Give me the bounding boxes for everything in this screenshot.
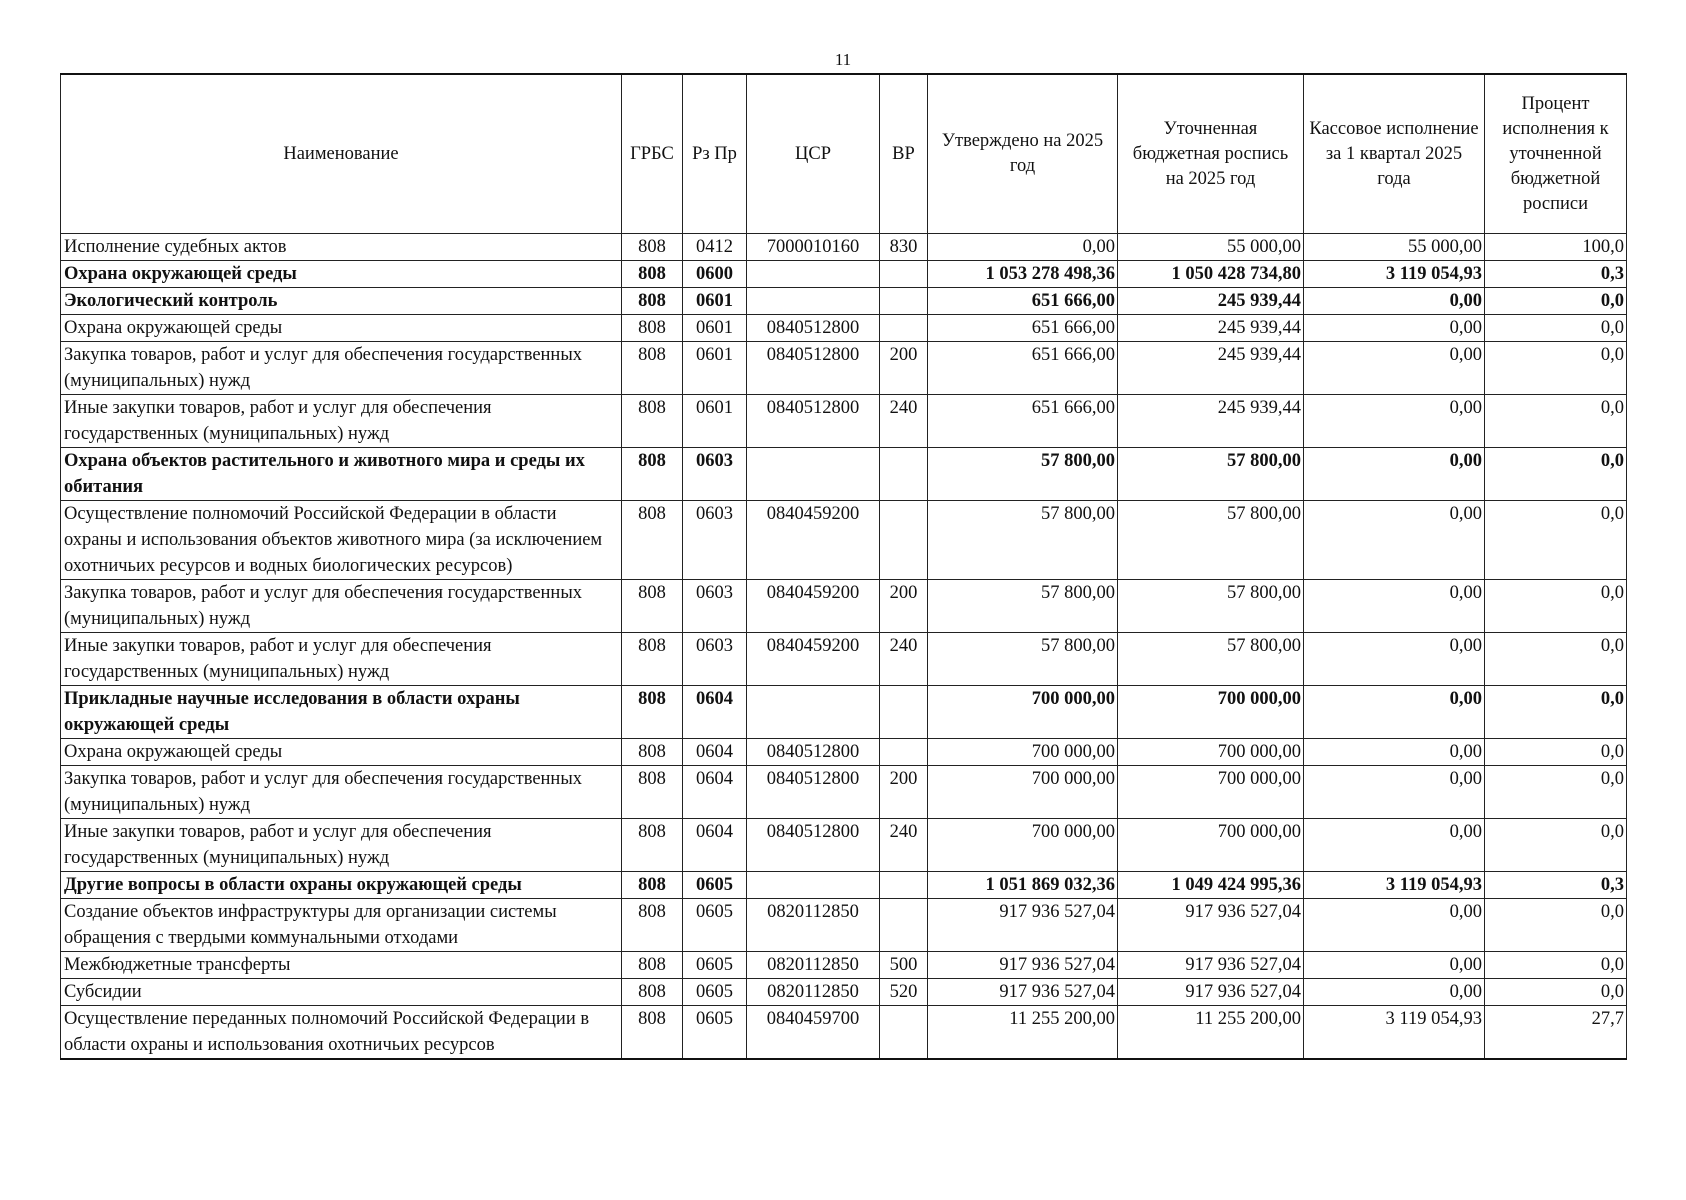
approved-cell: 11 255 200,00 — [928, 1006, 1118, 1060]
approved-cell: 700 000,00 — [928, 766, 1118, 819]
percent-cell: 0,3 — [1485, 872, 1627, 899]
cash-execution-cell: 0,00 — [1304, 766, 1485, 819]
vr-cell — [880, 288, 928, 315]
rz-pr-cell: 0604 — [683, 686, 747, 739]
cash-execution-cell: 3 119 054,93 — [1304, 1006, 1485, 1060]
percent-cell: 0,0 — [1485, 580, 1627, 633]
name-cell: Иные закупки товаров, работ и услуг для обеспечения государственных (муниципальных) нужд — [61, 819, 622, 872]
csr-cell: 0840512800 — [747, 342, 880, 395]
rz-pr-cell: 0605 — [683, 899, 747, 952]
csr-cell: 0840512800 — [747, 315, 880, 342]
csr-cell — [747, 288, 880, 315]
table-row — [61, 979, 1627, 1006]
percent-cell: 0,3 — [1485, 261, 1627, 288]
csr-cell: 0840512800 — [747, 819, 880, 872]
vr-cell: 200 — [880, 766, 928, 819]
header-cash-execution: Кассовое исполнение за 1 квартал 2025 года — [1304, 74, 1485, 234]
approved-cell: 917 936 527,04 — [928, 979, 1118, 1006]
percent-cell: 0,0 — [1485, 395, 1627, 448]
percent-cell: 0,0 — [1485, 899, 1627, 952]
approved-cell: 700 000,00 — [928, 686, 1118, 739]
header-percent: Процент исполнения к уточненной бюджетной росписи — [1485, 74, 1627, 234]
name-cell: Иные закупки товаров, работ и услуг для обеспечения государственных (муниципальных) нужд — [61, 633, 622, 686]
approved-cell: 917 936 527,04 — [928, 952, 1118, 979]
grbs-cell: 808 — [622, 261, 683, 288]
csr-cell: 0840459200 — [747, 580, 880, 633]
name-cell: Закупка товаров, работ и услуг для обеспечения государственных (муниципальных) нужд — [61, 766, 622, 819]
name-cell: Закупка товаров, работ и услуг для обеспечения государственных (муниципальных) нужд — [61, 342, 622, 395]
rz-pr-cell: 0601 — [683, 315, 747, 342]
refined-cell: 245 939,44 — [1118, 342, 1304, 395]
cash-execution-cell: 0,00 — [1304, 395, 1485, 448]
percent-cell: 0,0 — [1485, 448, 1627, 501]
percent-cell: 0,0 — [1485, 766, 1627, 819]
approved-cell: 57 800,00 — [928, 580, 1118, 633]
refined-cell: 245 939,44 — [1118, 288, 1304, 315]
rz-pr-cell: 0601 — [683, 288, 747, 315]
table-row — [61, 315, 1627, 342]
refined-cell: 57 800,00 — [1118, 633, 1304, 686]
grbs-cell: 808 — [622, 501, 683, 580]
refined-cell: 55 000,00 — [1118, 234, 1304, 261]
percent-cell: 0,0 — [1485, 288, 1627, 315]
cash-execution-cell: 0,00 — [1304, 501, 1485, 580]
budget-table — [60, 73, 1627, 1060]
name-cell: Охрана окружающей среды — [61, 739, 622, 766]
vr-cell: 500 — [880, 952, 928, 979]
percent-cell: 0,0 — [1485, 979, 1627, 1006]
name-cell: Межбюджетные трансферты — [61, 952, 622, 979]
grbs-cell: 808 — [622, 979, 683, 1006]
name-cell: Создание объектов инфраструктуры для организации системы обращения с твердыми коммунальными отходами — [61, 899, 622, 952]
rz-pr-cell: 0603 — [683, 448, 747, 501]
refined-cell: 700 000,00 — [1118, 686, 1304, 739]
grbs-cell: 808 — [622, 686, 683, 739]
refined-cell: 245 939,44 — [1118, 315, 1304, 342]
percent-cell: 0,0 — [1485, 501, 1627, 580]
cash-execution-cell: 0,00 — [1304, 580, 1485, 633]
rz-pr-cell: 0601 — [683, 342, 747, 395]
table-row — [61, 448, 1627, 501]
table-row — [61, 819, 1627, 872]
vr-cell — [880, 261, 928, 288]
csr-cell: 7000010160 — [747, 234, 880, 261]
vr-cell — [880, 315, 928, 342]
table-row — [61, 234, 1627, 261]
csr-cell: 0820112850 — [747, 952, 880, 979]
name-cell: Осуществление полномочий Российской Федерации в области охраны и использования объектов животного мира (за исключением охотничьих ресурсов и водных биологических ресурсов) — [61, 501, 622, 580]
csr-cell: 0840512800 — [747, 766, 880, 819]
rz-pr-cell: 0601 — [683, 395, 747, 448]
grbs-cell: 808 — [622, 580, 683, 633]
grbs-cell: 808 — [622, 633, 683, 686]
csr-cell — [747, 448, 880, 501]
cash-execution-cell: 0,00 — [1304, 633, 1485, 686]
percent-cell: 0,0 — [1485, 342, 1627, 395]
table-row — [61, 1006, 1627, 1060]
percent-cell: 100,0 — [1485, 234, 1627, 261]
vr-cell: 240 — [880, 633, 928, 686]
csr-cell: 0820112850 — [747, 979, 880, 1006]
cash-execution-cell: 0,00 — [1304, 952, 1485, 979]
vr-cell: 200 — [880, 342, 928, 395]
csr-cell: 0840512800 — [747, 395, 880, 448]
rz-pr-cell: 0600 — [683, 261, 747, 288]
rz-pr-cell: 0604 — [683, 739, 747, 766]
vr-cell — [880, 899, 928, 952]
cash-execution-cell: 0,00 — [1304, 819, 1485, 872]
cash-execution-cell: 0,00 — [1304, 739, 1485, 766]
approved-cell: 651 666,00 — [928, 395, 1118, 448]
grbs-cell: 808 — [622, 1006, 683, 1060]
grbs-cell: 808 — [622, 342, 683, 395]
cash-execution-cell: 0,00 — [1304, 288, 1485, 315]
table-row — [61, 395, 1627, 448]
cash-execution-cell: 3 119 054,93 — [1304, 261, 1485, 288]
csr-cell: 0840459200 — [747, 633, 880, 686]
header-csr: ЦСР — [747, 74, 880, 234]
rz-pr-cell: 0412 — [683, 234, 747, 261]
refined-cell: 1 050 428 734,80 — [1118, 261, 1304, 288]
csr-cell: 0840512800 — [747, 739, 880, 766]
rz-pr-cell: 0605 — [683, 1006, 747, 1060]
grbs-cell: 808 — [622, 872, 683, 899]
grbs-cell: 808 — [622, 819, 683, 872]
refined-cell: 700 000,00 — [1118, 739, 1304, 766]
grbs-cell: 808 — [622, 448, 683, 501]
rz-pr-cell: 0605 — [683, 979, 747, 1006]
rz-pr-cell: 0605 — [683, 952, 747, 979]
refined-cell: 11 255 200,00 — [1118, 1006, 1304, 1060]
table-row — [61, 952, 1627, 979]
vr-cell: 240 — [880, 395, 928, 448]
table-row — [61, 501, 1627, 580]
refined-cell: 245 939,44 — [1118, 395, 1304, 448]
grbs-cell: 808 — [622, 739, 683, 766]
cash-execution-cell: 3 119 054,93 — [1304, 872, 1485, 899]
cash-execution-cell: 0,00 — [1304, 686, 1485, 739]
refined-cell: 1 049 424 995,36 — [1118, 872, 1304, 899]
approved-cell: 651 666,00 — [928, 315, 1118, 342]
name-cell: Осуществление переданных полномочий Российской Федерации в области охраны и использования охотничьих ресурсов — [61, 1006, 622, 1060]
table-body — [61, 234, 1627, 1060]
name-cell: Закупка товаров, работ и услуг для обеспечения государственных (муниципальных) нужд — [61, 580, 622, 633]
cash-execution-cell: 0,00 — [1304, 342, 1485, 395]
grbs-cell: 808 — [622, 315, 683, 342]
name-cell: Охрана окружающей среды — [61, 315, 622, 342]
header-row — [61, 74, 1627, 234]
table-row — [61, 739, 1627, 766]
name-cell: Охрана окружающей среды — [61, 261, 622, 288]
name-cell: Прикладные научные исследования в области охраны окружающей среды — [61, 686, 622, 739]
table-row — [61, 766, 1627, 819]
rz-pr-cell: 0603 — [683, 501, 747, 580]
csr-cell: 0820112850 — [747, 899, 880, 952]
vr-cell — [880, 686, 928, 739]
rz-pr-cell: 0604 — [683, 819, 747, 872]
rz-pr-cell: 0603 — [683, 633, 747, 686]
table-row — [61, 899, 1627, 952]
csr-cell: 0840459700 — [747, 1006, 880, 1060]
percent-cell: 0,0 — [1485, 739, 1627, 766]
table-row — [61, 580, 1627, 633]
cash-execution-cell: 0,00 — [1304, 899, 1485, 952]
name-cell: Исполнение судебных актов — [61, 234, 622, 261]
percent-cell: 0,0 — [1485, 633, 1627, 686]
refined-cell: 917 936 527,04 — [1118, 952, 1304, 979]
vr-cell: 200 — [880, 580, 928, 633]
refined-cell: 917 936 527,04 — [1118, 979, 1304, 1006]
table-row — [61, 686, 1627, 739]
header-approved: Утверждено на 2025 год — [928, 74, 1118, 234]
approved-cell: 1 051 869 032,36 — [928, 872, 1118, 899]
approved-cell: 1 053 278 498,36 — [928, 261, 1118, 288]
cash-execution-cell: 55 000,00 — [1304, 234, 1485, 261]
name-cell: Субсидии — [61, 979, 622, 1006]
table-row — [61, 261, 1627, 288]
rz-pr-cell: 0604 — [683, 766, 747, 819]
grbs-cell: 808 — [622, 395, 683, 448]
csr-cell: 0840459200 — [747, 501, 880, 580]
rz-pr-cell: 0603 — [683, 580, 747, 633]
name-cell: Иные закупки товаров, работ и услуг для обеспечения государственных (муниципальных) нужд — [61, 395, 622, 448]
rz-pr-cell: 0605 — [683, 872, 747, 899]
approved-cell: 0,00 — [928, 234, 1118, 261]
percent-cell: 27,7 — [1485, 1006, 1627, 1060]
table-row — [61, 872, 1627, 899]
cash-execution-cell: 0,00 — [1304, 979, 1485, 1006]
approved-cell: 700 000,00 — [928, 739, 1118, 766]
name-cell: Другие вопросы в области охраны окружающей среды — [61, 872, 622, 899]
table-row — [61, 633, 1627, 686]
refined-cell: 57 800,00 — [1118, 580, 1304, 633]
vr-cell — [880, 872, 928, 899]
approved-cell: 57 800,00 — [928, 633, 1118, 686]
vr-cell — [880, 501, 928, 580]
approved-cell: 917 936 527,04 — [928, 899, 1118, 952]
refined-cell: 57 800,00 — [1118, 448, 1304, 501]
percent-cell: 0,0 — [1485, 686, 1627, 739]
header-rz-pr: Рз Пр — [683, 74, 747, 234]
grbs-cell: 808 — [622, 899, 683, 952]
refined-cell: 57 800,00 — [1118, 501, 1304, 580]
vr-cell — [880, 1006, 928, 1060]
grbs-cell: 808 — [622, 288, 683, 315]
table-row — [61, 288, 1627, 315]
header-vr: ВР — [880, 74, 928, 234]
name-cell: Охрана объектов растительного и животного мира и среды их обитания — [61, 448, 622, 501]
csr-cell — [747, 686, 880, 739]
name-cell: Экологический контроль — [61, 288, 622, 315]
refined-cell: 700 000,00 — [1118, 766, 1304, 819]
header-name: Наименование — [61, 74, 622, 234]
refined-cell: 700 000,00 — [1118, 819, 1304, 872]
approved-cell: 700 000,00 — [928, 819, 1118, 872]
table-row — [61, 342, 1627, 395]
percent-cell: 0,0 — [1485, 952, 1627, 979]
csr-cell — [747, 261, 880, 288]
approved-cell: 57 800,00 — [928, 448, 1118, 501]
vr-cell: 520 — [880, 979, 928, 1006]
grbs-cell: 808 — [622, 234, 683, 261]
grbs-cell: 808 — [622, 766, 683, 819]
cash-execution-cell: 0,00 — [1304, 315, 1485, 342]
header-refined: Уточненная бюджетная роспись на 2025 год — [1118, 74, 1304, 234]
vr-cell: 240 — [880, 819, 928, 872]
approved-cell: 651 666,00 — [928, 342, 1118, 395]
page-number: 11 — [834, 50, 852, 69]
approved-cell: 57 800,00 — [928, 501, 1118, 580]
header-grbs: ГРБС — [622, 74, 683, 234]
refined-cell: 917 936 527,04 — [1118, 899, 1304, 952]
csr-cell — [747, 872, 880, 899]
approved-cell: 651 666,00 — [928, 288, 1118, 315]
vr-cell — [880, 739, 928, 766]
percent-cell: 0,0 — [1485, 315, 1627, 342]
vr-cell — [880, 448, 928, 501]
grbs-cell: 808 — [622, 952, 683, 979]
cash-execution-cell: 0,00 — [1304, 448, 1485, 501]
vr-cell: 830 — [880, 234, 928, 261]
percent-cell: 0,0 — [1485, 819, 1627, 872]
